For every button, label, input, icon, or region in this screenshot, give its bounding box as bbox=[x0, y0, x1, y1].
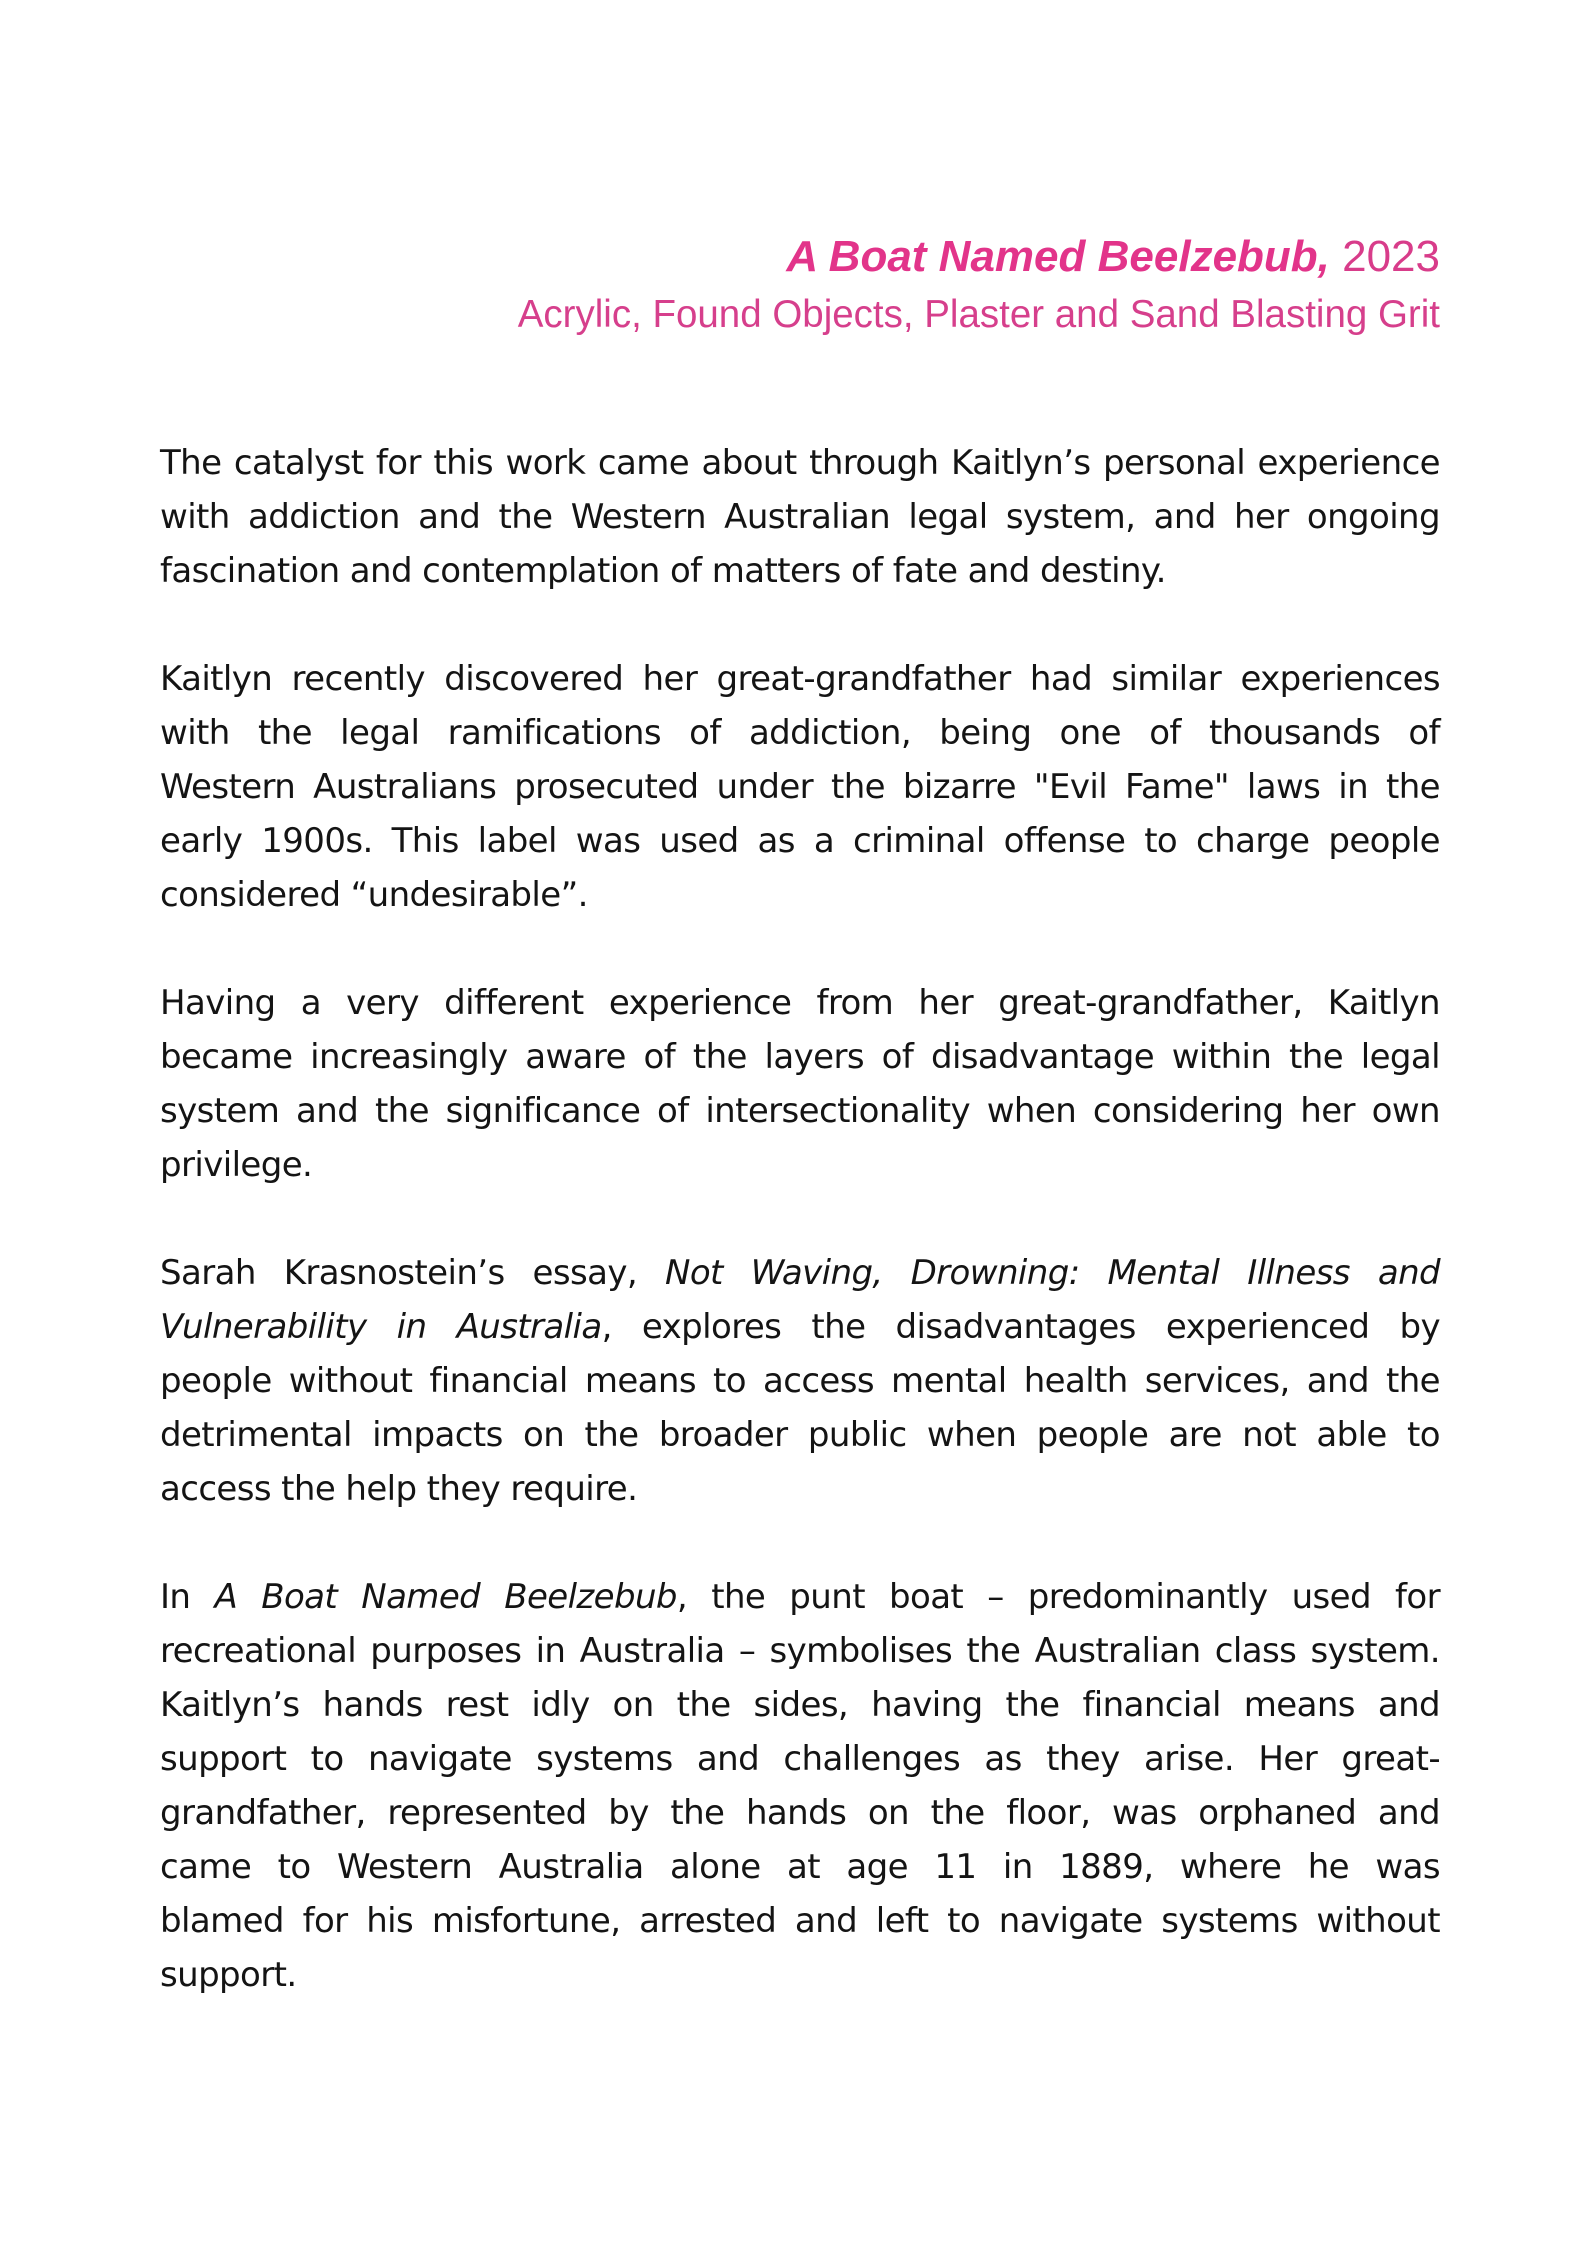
text-line: support. bbox=[160, 1955, 297, 1995]
text-line: Vulnerability in Australia, explores the disadvantages experienced by bbox=[160, 1307, 1440, 1347]
artwork-year: 2023 bbox=[1329, 232, 1440, 281]
artwork-description bbox=[160, 436, 1440, 2056]
text-line: recreational purposes in Australia – symbolises the Australian class system. bbox=[160, 1631, 1440, 1671]
text-line: The catalyst for this work came about through Kaitlyn’s personal experience bbox=[160, 443, 1440, 483]
text-line: system and the significance of intersectionality when considering her own bbox=[160, 1091, 1440, 1131]
text-line: blamed for his misfortune, arrested and left to navigate systems without bbox=[160, 1901, 1440, 1941]
artwork-medium: Acrylic, Found Objects, Plaster and Sand Blasting Grit bbox=[517, 293, 1440, 336]
text-line: Kaitlyn’s hands rest idly on the sides, having the financial means and bbox=[160, 1685, 1440, 1725]
text-line: access the help they require. bbox=[160, 1469, 638, 1509]
text-line: became increasingly aware of the layers of disadvantage within the legal bbox=[160, 1037, 1440, 1077]
paragraph-5 bbox=[160, 1570, 1440, 2002]
paragraph-1 bbox=[160, 436, 1440, 598]
text-line: Kaitlyn recently discovered her great-grandfather had similar experiences bbox=[160, 659, 1440, 699]
artwork-title bbox=[518, 228, 1440, 286]
text-line: fascination and contemplation of matters of fate and destiny. bbox=[160, 551, 1166, 591]
artwork-header bbox=[518, 228, 1440, 344]
text-line: with the legal ramifications of addiction, being one of thousands of bbox=[160, 713, 1440, 753]
text-line: with addiction and the Western Australian legal system, and her ongoing bbox=[160, 497, 1440, 537]
text-line: detrimental impacts on the broader public when people are not able to bbox=[160, 1415, 1440, 1455]
paragraph-2 bbox=[160, 652, 1440, 922]
text-line: Having a very different experience from her great-grandfather, Kaitlyn bbox=[160, 983, 1440, 1023]
text-line: privilege. bbox=[160, 1145, 313, 1185]
paragraph-3 bbox=[160, 976, 1440, 1192]
text-line: people without financial means to access mental health services, and the bbox=[160, 1361, 1440, 1401]
text-line: Western Australians prosecuted under the bizarre "Evil Fame" laws in the bbox=[160, 767, 1440, 807]
italic-title: Not Waving, Drowning: Mental Illness and bbox=[665, 1253, 1441, 1293]
italic-title: A Boat Named Beelzebub bbox=[214, 1577, 677, 1617]
text-line: considered “undesirable”. bbox=[160, 875, 588, 915]
text-line: grandfather, represented by the hands on the floor, was orphaned and bbox=[160, 1793, 1440, 1833]
italic-title: Vulnerability in Australia bbox=[160, 1307, 602, 1347]
text-line: In A Boat Named Beelzebub, the punt boat – predominantly used for bbox=[160, 1577, 1440, 1617]
paragraph-4 bbox=[160, 1246, 1440, 1516]
text-line: early 1900s. This label was used as a criminal offense to charge people bbox=[160, 821, 1440, 861]
text-line: support to navigate systems and challenges as they arise. Her great- bbox=[160, 1739, 1440, 1779]
text-line: Sarah Krasnostein’s essay, Not Waving, Drowning: Mental Illness and bbox=[160, 1253, 1441, 1293]
artwork-title-name: A Boat Named Beelzebub, bbox=[786, 232, 1330, 281]
text-line: came to Western Australia alone at age 11 in 1889, where he was bbox=[160, 1847, 1440, 1887]
